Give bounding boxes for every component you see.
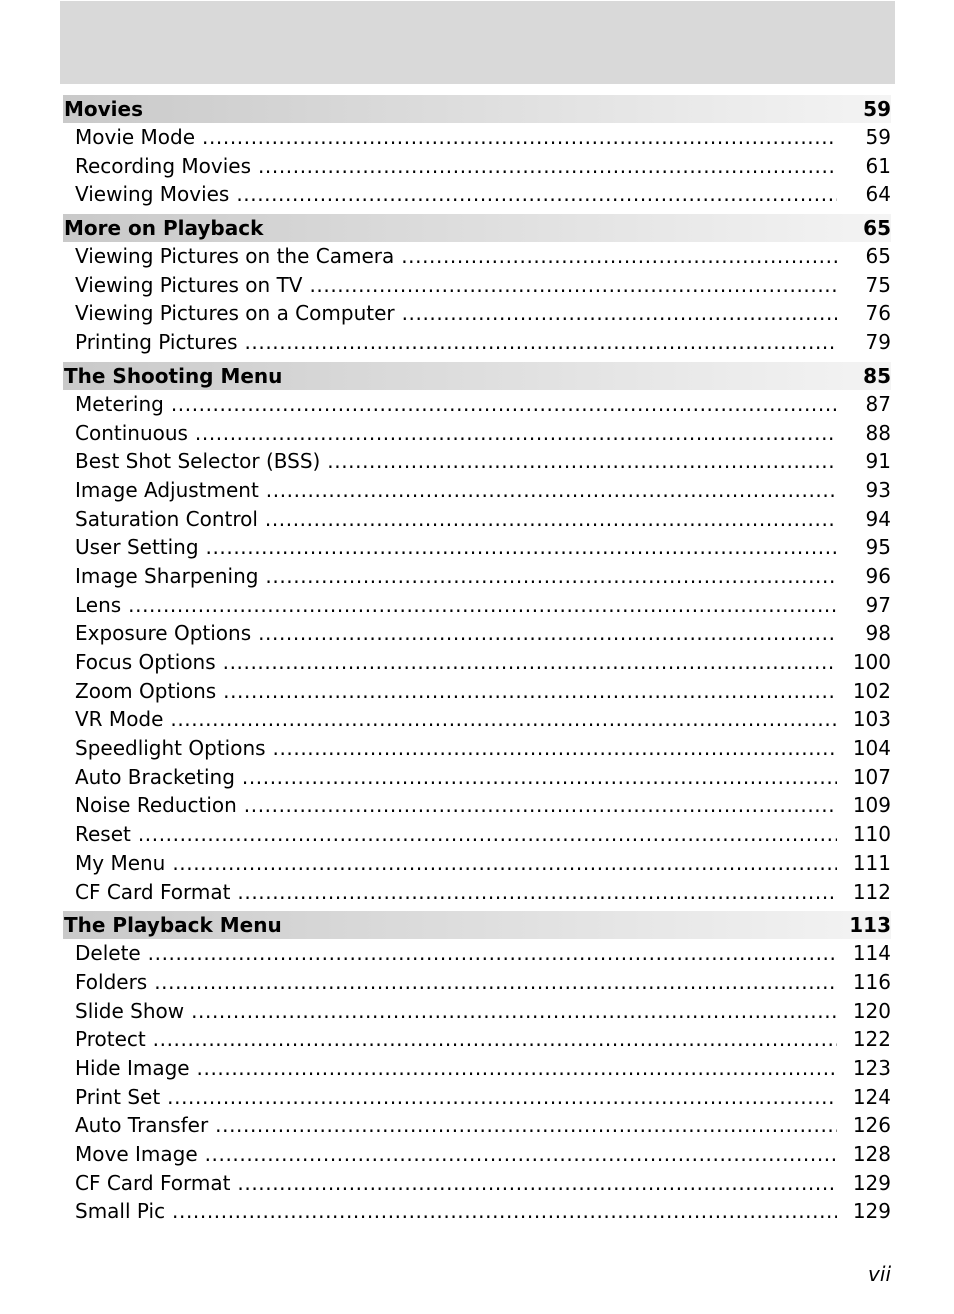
entry-page-number: 76 [865, 301, 891, 326]
page-number: vii [868, 1262, 891, 1286]
toc-entry[interactable] [63, 1054, 891, 1083]
entry-label: Speedlight Options ..... [75, 734, 837, 763]
toc-entry[interactable] [63, 242, 891, 271]
section-page-number: 65 [863, 216, 891, 241]
entry-label: Small Pic ..... [75, 1197, 837, 1226]
entry-label: My Menu ..... [75, 849, 837, 878]
entry-label: CF Card Format ..... [75, 878, 837, 907]
toc-entry[interactable] [63, 734, 891, 763]
toc-entry[interactable] [63, 878, 891, 907]
toc-entry[interactable] [63, 705, 891, 734]
toc-entry[interactable] [63, 328, 891, 357]
toc-entry[interactable] [63, 271, 891, 300]
entry-label: Move Image ..... [75, 1140, 837, 1169]
entry-label: Recording Movies ..... [75, 152, 837, 181]
toc-entry[interactable] [63, 939, 891, 968]
entry-label: Focus Options ..... [75, 648, 837, 677]
toc-entry[interactable] [63, 505, 891, 534]
entry-label: Viewing Movies ..... [75, 180, 837, 209]
toc-entry[interactable] [63, 820, 891, 849]
entry-page-number: 97 [865, 592, 891, 617]
entry-page-number: 120 [852, 998, 891, 1023]
entry-page-number: 116 [852, 969, 891, 994]
entry-label: Delete ..... [75, 939, 837, 968]
toc-entry[interactable] [63, 390, 891, 419]
toc-entry[interactable] [63, 447, 891, 476]
entry-label: Folders ..... [75, 968, 837, 997]
toc-entry[interactable] [63, 849, 891, 878]
entry-label: Noise Reduction ..... [75, 791, 837, 820]
entry-page-number: 107 [852, 764, 891, 789]
entry-page-number: 122 [852, 1027, 891, 1052]
entry-page-number: 75 [865, 272, 891, 297]
entry-label: Reset ..... [75, 820, 837, 849]
entry-label: Lens ..... [75, 591, 837, 620]
entry-label: Continuous ..... [75, 419, 837, 448]
toc-entry[interactable] [63, 648, 891, 677]
entry-label: Exposure Options ..... [75, 619, 837, 648]
toc-entry[interactable] [63, 1197, 891, 1226]
toc-section [63, 362, 891, 906]
entry-label: VR Mode ..... [75, 705, 837, 734]
header-band [60, 1, 895, 84]
toc-entry[interactable] [63, 968, 891, 997]
entry-label: Image Adjustment ..... [75, 476, 837, 505]
entry-label: Printing Pictures ..... [75, 328, 837, 357]
entry-label: Saturation Control ..... [75, 505, 837, 534]
table-of-contents [63, 95, 891, 1231]
toc-entry[interactable] [63, 562, 891, 591]
toc-section [63, 214, 891, 357]
toc-entry[interactable] [63, 476, 891, 505]
entry-page-number: 96 [865, 563, 891, 588]
entry-page-number: 102 [852, 678, 891, 703]
entry-page-number: 88 [865, 420, 891, 445]
toc-entry[interactable] [63, 1111, 891, 1140]
entry-page-number: 129 [852, 1170, 891, 1195]
toc-entry[interactable] [63, 591, 891, 620]
section-title: Movies [64, 97, 144, 121]
entry-page-number: 103 [852, 707, 891, 732]
entry-label: Metering ..... [75, 390, 837, 419]
entry-label: Auto Bracketing ..... [75, 763, 837, 792]
toc-entry[interactable] [63, 1025, 891, 1054]
section-header[interactable] [63, 214, 891, 242]
toc-entry[interactable] [63, 619, 891, 648]
entry-page-number: 124 [852, 1084, 891, 1109]
toc-section [63, 95, 891, 209]
entry-page-number: 126 [852, 1113, 891, 1138]
entry-page-number: 128 [852, 1142, 891, 1166]
toc-entry[interactable] [63, 997, 891, 1026]
entry-page-number: 114 [852, 941, 891, 966]
entry-page-number: 65 [865, 244, 891, 269]
entry-page-number: 87 [865, 391, 891, 416]
section-page-number: 59 [863, 97, 891, 121]
toc-entry[interactable] [63, 152, 891, 181]
toc-entry[interactable] [63, 1140, 891, 1169]
section-page-number: 113 [849, 913, 891, 938]
entry-page-number: 104 [852, 736, 891, 761]
toc-entry[interactable] [63, 1169, 891, 1198]
section-title: The Shooting Menu [64, 363, 283, 388]
section-header[interactable] [63, 911, 891, 939]
entry-page-number: 123 [852, 1055, 891, 1080]
entry-page-number: 98 [865, 621, 891, 646]
toc-entry[interactable] [63, 180, 891, 209]
entry-page-number: 59 [865, 125, 891, 149]
entry-page-number: 100 [852, 650, 891, 674]
entry-label: Best Shot Selector (BSS) ..... [75, 447, 837, 476]
entry-label: Auto Transfer ..... [75, 1111, 837, 1140]
entry-label: Hide Image ..... [75, 1054, 837, 1083]
entry-label: Print Set ..... [75, 1083, 837, 1112]
entry-label: Protect ..... [75, 1025, 837, 1054]
entry-page-number: 93 [865, 477, 891, 502]
entry-page-number: 110 [852, 822, 891, 847]
entry-label: User Setting ..... [75, 533, 837, 562]
entry-page-number: 112 [852, 879, 891, 904]
section-title: More on Playback [64, 216, 264, 241]
toc-entry[interactable] [63, 533, 891, 562]
entry-label: Viewing Pictures on a Computer ..... [75, 299, 837, 328]
entry-page-number: 61 [865, 153, 891, 178]
entry-page-number: 91 [865, 449, 891, 474]
entry-page-number: 109 [852, 793, 891, 818]
entry-page-number: 64 [865, 182, 891, 207]
toc-entry[interactable] [63, 791, 891, 820]
entry-label: Viewing Pictures on the Camera ..... [75, 242, 837, 271]
entry-label: Viewing Pictures on TV ..... [75, 271, 837, 300]
entry-page-number: 95 [865, 535, 891, 560]
section-page-number: 85 [863, 363, 891, 388]
entry-page-number: 111 [852, 850, 891, 875]
toc-entry[interactable] [63, 677, 891, 706]
toc-entry[interactable] [63, 763, 891, 792]
entry-label: CF Card Format ..... [75, 1169, 837, 1198]
toc-entry[interactable] [63, 1083, 891, 1112]
entry-page-number: 94 [865, 506, 891, 531]
section-header[interactable] [63, 95, 891, 123]
toc-entry[interactable] [63, 123, 891, 152]
entry-label: Movie Mode ..... [75, 123, 837, 152]
toc-entry[interactable] [63, 299, 891, 328]
section-title: The Playback Menu [64, 913, 282, 938]
entry-page-number: 129 [852, 1199, 891, 1224]
entry-page-number: 79 [865, 330, 891, 355]
section-header[interactable] [63, 362, 891, 390]
toc-section [63, 911, 891, 1226]
entry-label: Slide Show ..... [75, 997, 837, 1026]
entry-label: Zoom Options ..... [75, 677, 837, 706]
entry-label: Image Sharpening ..... [75, 562, 837, 591]
toc-entry[interactable] [63, 419, 891, 448]
